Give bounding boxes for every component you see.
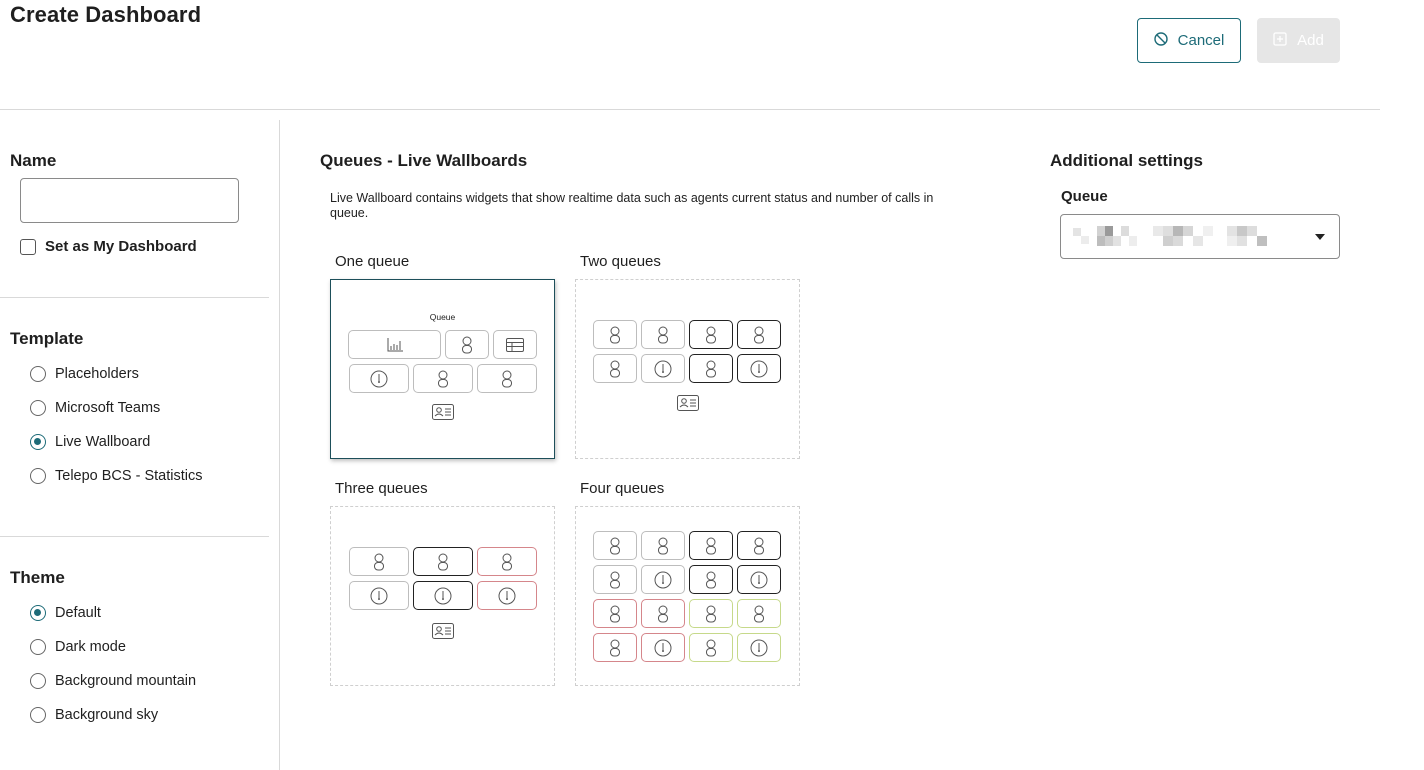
name-section-title: Name xyxy=(10,151,57,170)
template-section-title: Template xyxy=(10,329,84,348)
person-icon xyxy=(705,326,717,344)
widget-agent xyxy=(593,599,637,628)
template-option-label: Telepo BCS - Statistics xyxy=(55,468,203,484)
add-icon xyxy=(1273,32,1287,50)
widget-agent xyxy=(641,320,685,349)
person-icon xyxy=(609,605,621,623)
sidebar-separator xyxy=(0,297,269,298)
widget-gauge xyxy=(737,633,781,662)
widget-agent xyxy=(593,531,637,560)
sidebar-separator xyxy=(0,536,269,537)
widget-gauge xyxy=(737,354,781,383)
set-as-my-dashboard-checkbox[interactable] xyxy=(20,238,197,255)
person-icon xyxy=(609,326,621,344)
widget-agent xyxy=(689,565,733,594)
layout-card-four-queues[interactable] xyxy=(575,506,800,686)
person-icon xyxy=(609,639,621,657)
card-queue-label: Queue xyxy=(429,312,456,322)
person-icon xyxy=(609,537,621,555)
queue-field-label: Queue xyxy=(1061,188,1108,205)
person-icon xyxy=(609,360,621,378)
widget-bar-chart xyxy=(348,330,441,359)
theme-section-title: Theme xyxy=(10,568,65,587)
page-title: Create Dashboard xyxy=(10,2,202,27)
redacted-value xyxy=(1069,224,1279,250)
bar-chart-icon xyxy=(386,337,404,353)
widget-agent xyxy=(737,599,781,628)
radio-placeholders[interactable] xyxy=(30,366,46,382)
theme-option-background-sky[interactable] xyxy=(30,707,158,723)
widget-agent xyxy=(413,364,473,393)
widget-gauge xyxy=(641,565,685,594)
widget-table xyxy=(493,330,537,359)
widget-agent xyxy=(689,599,733,628)
person-icon xyxy=(461,336,473,354)
theme-option-label: Background sky xyxy=(55,707,159,723)
template-option-label: Placeholders xyxy=(55,366,139,382)
person-icon xyxy=(705,639,717,657)
layout-card-two-queues[interactable] xyxy=(575,279,800,459)
cancel-button[interactable] xyxy=(1137,18,1241,63)
gauge-icon xyxy=(370,370,388,388)
person-icon xyxy=(705,537,717,555)
widget-gauge xyxy=(641,633,685,662)
theme-option-label: Background mountain xyxy=(55,673,197,689)
radio-live-wallboard[interactable] xyxy=(30,434,46,450)
widget-agent xyxy=(737,320,781,349)
person-icon xyxy=(437,553,449,571)
gauge-icon xyxy=(750,639,768,657)
person-icon xyxy=(657,537,669,555)
chevron-down-icon[interactable] xyxy=(1315,234,1325,240)
person-icon xyxy=(705,605,717,623)
gauge-icon xyxy=(654,360,672,378)
person-icon xyxy=(609,571,621,589)
template-option-telepo-bcs-statistics[interactable] xyxy=(30,468,202,484)
person-icon xyxy=(753,537,765,555)
add-button-label: Add xyxy=(1297,32,1324,49)
widget-agent xyxy=(641,599,685,628)
widget-gauge xyxy=(477,581,537,610)
sidebar-divider xyxy=(279,120,280,770)
widget-agent xyxy=(689,354,733,383)
theme-option-dark-mode[interactable] xyxy=(30,639,126,655)
widget-agent xyxy=(477,364,537,393)
gauge-icon xyxy=(370,587,388,605)
widget-agent xyxy=(593,354,637,383)
add-button[interactable] xyxy=(1257,18,1340,63)
layout-card-one-queue[interactable] xyxy=(330,279,555,459)
main-section-title: Queues - Live Wallboards xyxy=(320,151,528,170)
checkbox-box[interactable] xyxy=(20,239,36,255)
person-icon xyxy=(753,605,765,623)
additional-settings-title: Additional settings xyxy=(1050,151,1203,170)
contact-card-icon xyxy=(432,404,454,425)
widget-gauge xyxy=(349,581,409,610)
widget-agent xyxy=(689,320,733,349)
header-divider xyxy=(0,109,1380,110)
layout-label-one-queue: One queue xyxy=(335,253,410,270)
template-option-live-wallboard[interactable] xyxy=(30,434,150,450)
widget-agent xyxy=(689,531,733,560)
gauge-icon xyxy=(654,639,672,657)
gauge-icon xyxy=(750,360,768,378)
layout-card-three-queues[interactable] xyxy=(330,506,555,686)
radio-telepo-bcs-statistics[interactable] xyxy=(30,468,46,484)
widget-agent xyxy=(413,547,473,576)
queue-select[interactable] xyxy=(1060,214,1340,259)
layout-label-four-queues: Four queues xyxy=(580,480,665,497)
person-icon xyxy=(501,370,513,388)
person-icon xyxy=(753,326,765,344)
template-option-microsoft-teams[interactable] xyxy=(30,400,160,416)
person-icon xyxy=(501,553,513,571)
gauge-icon xyxy=(434,587,452,605)
gauge-icon xyxy=(654,571,672,589)
person-icon xyxy=(373,553,385,571)
widget-gauge xyxy=(641,354,685,383)
table-icon xyxy=(506,338,524,352)
radio-background-sky[interactable] xyxy=(30,707,46,723)
person-icon xyxy=(657,326,669,344)
radio-default[interactable] xyxy=(30,605,46,621)
radio-background-mountain[interactable] xyxy=(30,673,46,689)
person-icon xyxy=(705,360,717,378)
widget-agent xyxy=(593,320,637,349)
contact-card-icon xyxy=(677,395,699,416)
widget-agent xyxy=(477,547,537,576)
name-input[interactable] xyxy=(20,178,239,223)
gauge-icon xyxy=(498,587,516,605)
widget-gauge xyxy=(349,364,409,393)
widget-agent xyxy=(349,547,409,576)
widget-gauge xyxy=(737,565,781,594)
template-option-label: Live Wallboard xyxy=(55,434,151,450)
template-option-placeholders[interactable] xyxy=(30,366,139,382)
cancel-icon xyxy=(1154,32,1168,50)
template-option-label: Microsoft Teams xyxy=(55,400,161,416)
gauge-icon xyxy=(750,571,768,589)
widget-agent xyxy=(641,531,685,560)
theme-option-default[interactable] xyxy=(30,605,101,621)
theme-option-background-mountain[interactable] xyxy=(30,673,196,689)
widget-gauge xyxy=(413,581,473,610)
person-icon xyxy=(437,370,449,388)
radio-microsoft-teams[interactable] xyxy=(30,400,46,416)
theme-option-label: Dark mode xyxy=(55,639,126,655)
theme-option-label: Default xyxy=(55,605,101,621)
layout-label-two-queues: Two queues xyxy=(580,253,661,270)
contact-card-icon xyxy=(432,623,454,644)
main-description: Live Wallboard contains widgets that show realtime data such as agents current status and number of calls in queue. xyxy=(330,191,934,220)
layout-label-three-queues: Three queues xyxy=(335,480,428,497)
person-icon xyxy=(657,605,669,623)
radio-dark-mode[interactable] xyxy=(30,639,46,655)
cancel-button-label: Cancel xyxy=(1177,32,1225,49)
set-as-my-dashboard-label: Set as My Dashboard xyxy=(45,238,197,255)
widget-agent xyxy=(689,633,733,662)
widget-agent xyxy=(593,633,637,662)
widget-agent xyxy=(593,565,637,594)
widget-agent xyxy=(445,330,489,359)
widget-agent xyxy=(737,531,781,560)
person-icon xyxy=(705,571,717,589)
